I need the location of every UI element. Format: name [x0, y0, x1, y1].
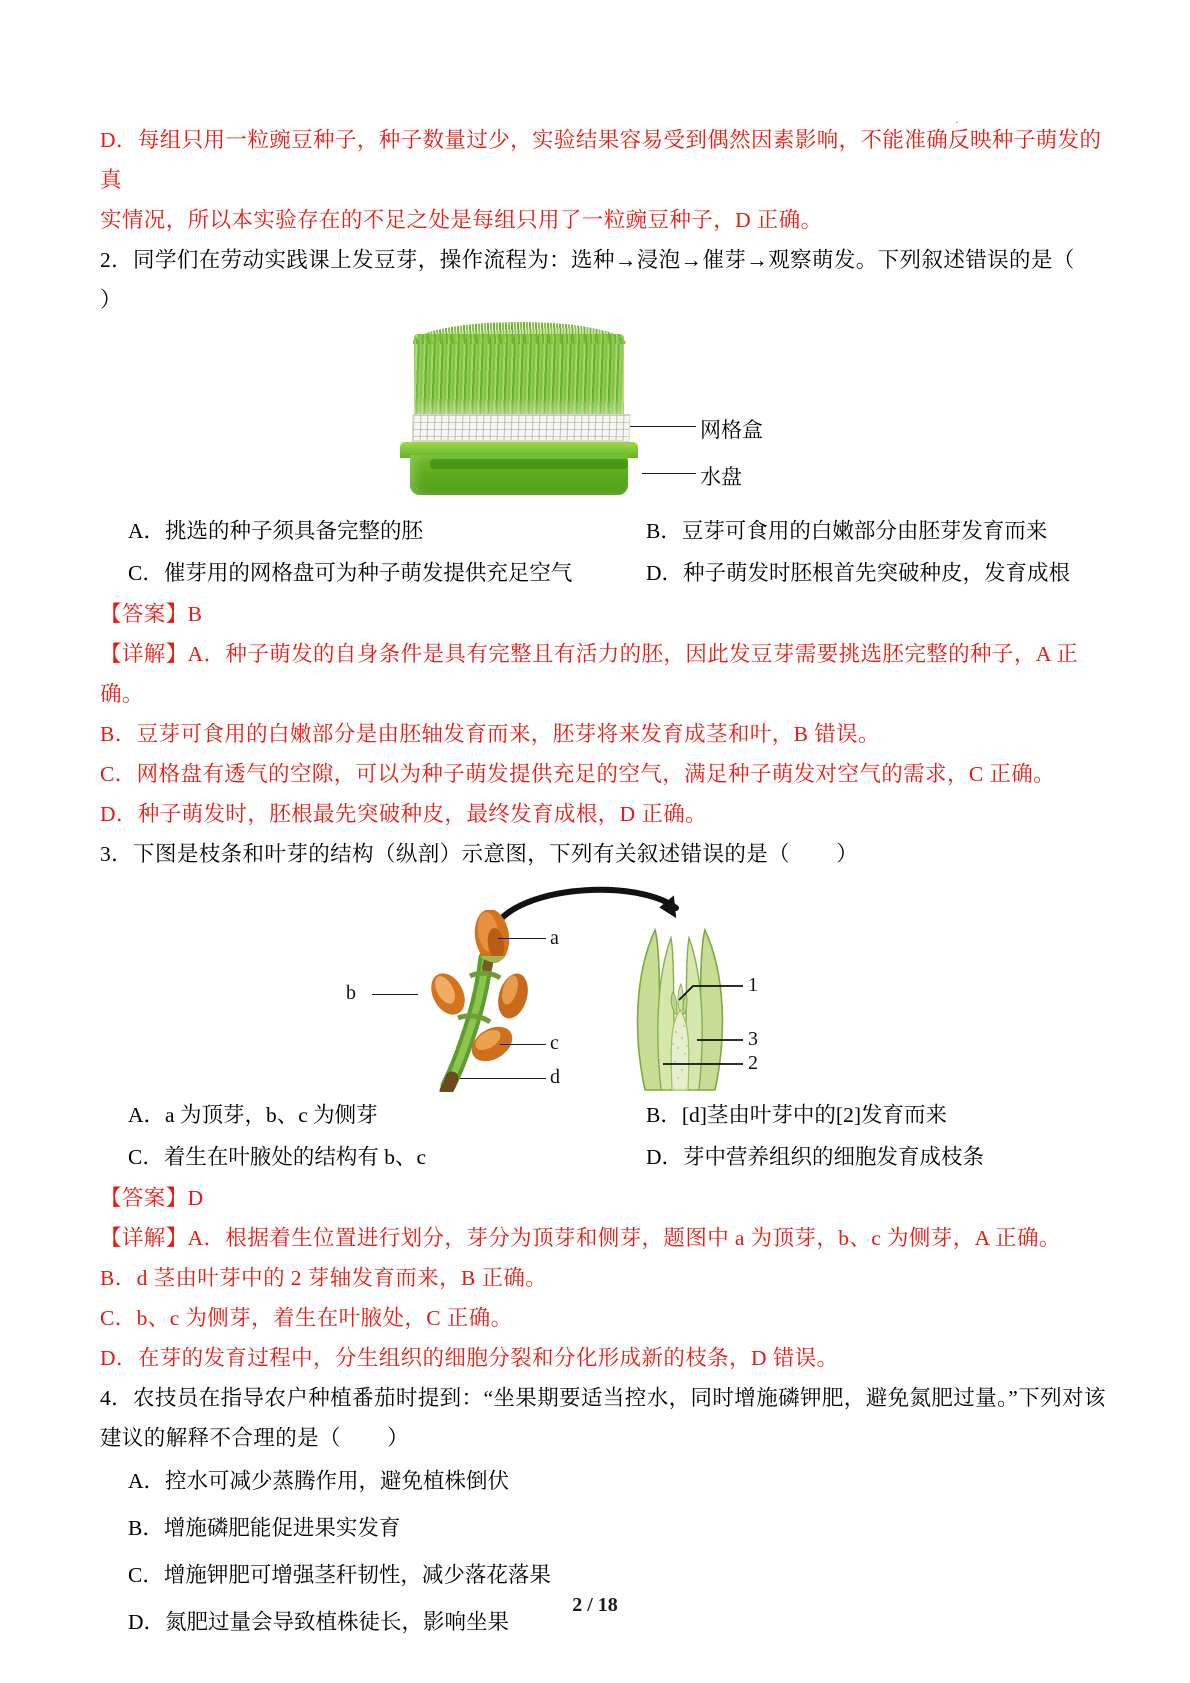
page-number-footer: 2 / 18 [572, 1594, 618, 1616]
question-2-option-a[interactable]: A．挑选的种子须具备完整的胚 [128, 519, 424, 543]
question-2-answer: 【答案】B [100, 602, 203, 626]
water-tray-icon [400, 442, 638, 494]
question-3-stem: 3．下图是枝条和叶芽的结构（纵剖）示意图，下列有关叙述错误的是（ ） [100, 842, 859, 866]
question-2-stem: 2．同学们在劳动实践课上发豆芽，操作流程为：选种→浸泡→催芽→观察萌发。下列叙述错误的是（ ） [100, 248, 1121, 312]
mesh-box-label: 网格盒 [700, 418, 763, 442]
question-4-stem-line-2: 建议的解释不合理的是（ ） [100, 1426, 410, 1450]
question-3-option-c[interactable]: C．着生在叶腋处的结构有 b、c [128, 1145, 427, 1169]
water-tray-label: 水盘 [700, 465, 742, 489]
page-content [100, 120, 1120, 1646]
question-2-explanation-line-4: D．种子萌发时，胚根最先突破种皮，最终发育成根，D 正确。 [100, 802, 708, 826]
question-3-explanation-line-2: B．d 茎由叶芽中的 2 芽轴发育而来，B 正确。 [100, 1266, 548, 1290]
q1-explanation-line-1: D．每组只用一粒豌豆种子，种子数量过少，实验结果容易受到偶然因素影响，不能准确反映种子萌发的真 [100, 128, 1102, 192]
question-2-options-row-2 [100, 552, 1120, 594]
figure-twig-and-leaf-bud [100, 882, 1120, 1094]
question-3-option-a[interactable]: A．a 为顶芽，b、c 为侧芽 [128, 1103, 378, 1127]
sprouts-mass-icon [414, 334, 624, 416]
mesh-box-leader-line [630, 426, 696, 427]
twig-label-d: d [550, 1066, 560, 1088]
question-2-explanation-line-1: 【详解】A．种子萌发的自身条件是具有完整且有活力的胚，因此发豆芽需要挑选胚完整的种子，A 正确。 [100, 642, 1079, 706]
section-label-2: 2 [748, 1052, 758, 1074]
label-a-leader-line [498, 938, 546, 939]
section-label-1: 1 [748, 974, 758, 996]
question-2-explanation-line-2: B．豆芽可食用的白嫩部分是由胚轴发育而来，胚芽将来发育成茎和叶，B 错误。 [100, 722, 880, 746]
question-4-stem-line-1: 4．农技员在指导农户种植番茄时提到：“坐果期要适当控水，同时增施磷钾肥，避免氮肥过量。”下列对该 [100, 1386, 1106, 1410]
question-3-explanation-line-1: 【详解】A．根据着生位置进行划分，芽分为顶芽和侧芽，题图中 a 为顶芽，b、c 为侧芽，A 正确。 [100, 1226, 1061, 1250]
tray-inner [430, 459, 628, 469]
twig-bud-illustration [346, 882, 830, 1094]
figure-bean-sprout-tray [100, 326, 1120, 506]
leaf-bud-section-icon [615, 914, 745, 1094]
question-2-option-b[interactable]: B．豆芽可食用的白嫩部分由胚芽发育而来 [646, 519, 1048, 543]
sprout-illustration [392, 326, 763, 501]
stray-dot-mark: . [955, 112, 959, 127]
question-3-options-row-1 [100, 1094, 1120, 1136]
question-2-option-c[interactable]: C．催芽用的网格盘可为种子萌发提供充足空气 [128, 561, 573, 585]
twig-label-a: a [550, 927, 559, 949]
mesh-box-icon [412, 414, 631, 442]
question-4-option-c[interactable]: C．增施钾肥可增强茎秆韧性，减少落花落果 [128, 1563, 551, 1587]
question-3-option-b[interactable]: B．[d]茎由叶芽中的[2]发育而来 [646, 1103, 947, 1127]
question-3-explanation-line-3: C．b、c 为侧芽，着生在叶腋处，C 正确。 [100, 1306, 513, 1330]
question-4-option-d[interactable]: D．氮肥过量会导致植株徒长，影响坐果 [128, 1610, 510, 1634]
section-label-3: 3 [748, 1028, 758, 1050]
question-2-options-row-1 [100, 510, 1120, 552]
question-2-option-d[interactable]: D．种子萌发时胚根首先突破种皮，发育成根 [646, 561, 1071, 585]
label-b-leader-line [372, 994, 418, 995]
tray-body [410, 455, 628, 495]
twig-label-b: b [346, 982, 356, 1004]
question-3-explanation-line-4: D．在芽的发育过程中，分生组织的细胞分裂和分化形成新的枝条，D 错误。 [100, 1346, 839, 1370]
question-2-explanation-line-3: C．网格盘有透气的空隙，可以为种子萌发提供充足的空气，满足种子萌发对空气的需求，C 正确。 [100, 762, 1056, 786]
question-4-option-b[interactable]: B．增施磷肥能促进果实发育 [128, 1516, 401, 1540]
q1-explanation-line-2: 实情况，所以本实验存在的不足之处是每组只用了一粒豌豆种子，D 正确。 [100, 208, 823, 232]
water-tray-leader-line [642, 473, 696, 474]
question-3-answer: 【答案】D [100, 1186, 204, 1210]
question-3-options-row-2 [100, 1136, 1120, 1178]
label-c-leader-line [500, 1044, 546, 1045]
label-d-leader-line [460, 1078, 546, 1079]
question-4-option-a[interactable]: A．控水可减少蒸腾作用，避免植株倒伏 [128, 1469, 510, 1493]
twig-label-c: c [550, 1032, 559, 1054]
question-3-option-d[interactable]: D．芽中营养组织的细胞发育成枝条 [646, 1145, 985, 1169]
